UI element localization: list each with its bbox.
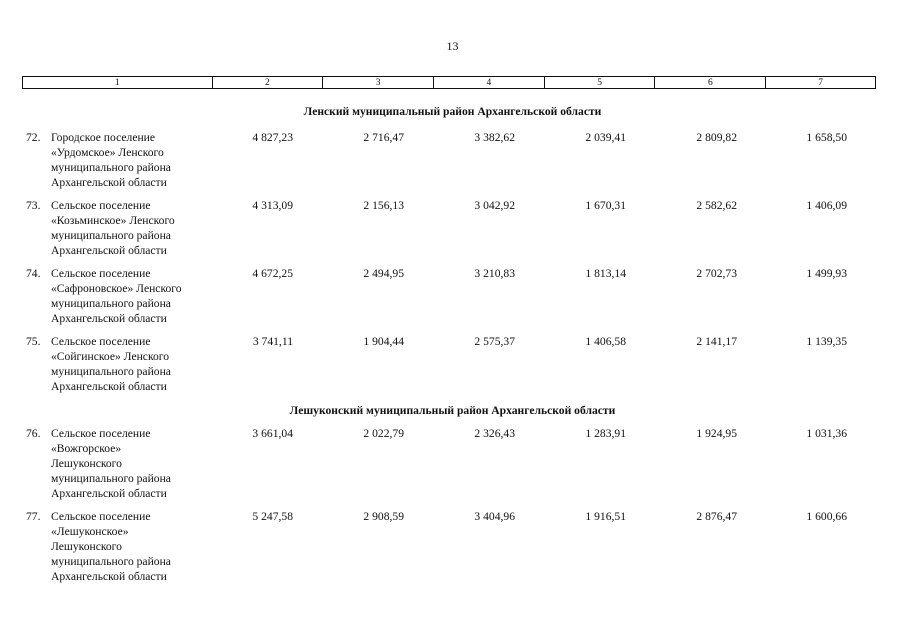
value-cell-col-5: 1 670,31: [585, 199, 626, 212]
row-number: 73.: [26, 199, 41, 212]
settlement-name-line: «Урдомское» Ленского: [51, 146, 164, 159]
column-header-6: 6: [655, 77, 766, 88]
settlement-name-line: Архангельской области: [51, 312, 167, 325]
row-number: 75.: [26, 335, 41, 348]
value-cell-col-5: 1 813,14: [585, 267, 626, 280]
settlement-name-line: Архангельской области: [51, 380, 167, 393]
value-cell-col-7: 1 499,93: [806, 267, 847, 280]
column-header-3: 3: [323, 77, 434, 88]
value-cell-col-4: 3 210,83: [474, 267, 515, 280]
value-cell-col-3: 2 716,47: [363, 131, 404, 144]
value-cell-col-4: 2 326,43: [474, 427, 515, 440]
value-cell-col-5: 1 916,51: [585, 510, 626, 523]
settlement-name-line: Архангельской области: [51, 487, 167, 500]
column-header-5: 5: [545, 77, 656, 88]
settlement-name-line: муниципального района: [51, 161, 171, 174]
settlement-name-line: Сельское поселение: [51, 427, 151, 440]
settlement-name-line: Сельское поселение: [51, 199, 151, 212]
column-header-2: 2: [213, 77, 324, 88]
settlement-name-line: Сельское поселение: [51, 267, 151, 280]
value-cell-col-6: 2 876,47: [696, 510, 737, 523]
value-cell-col-2: 5 247,58: [252, 510, 293, 523]
value-cell-col-2: 3 741,11: [252, 335, 293, 348]
settlement-name-line: Городское поселение: [51, 131, 156, 144]
value-cell-col-6: 2 141,17: [696, 335, 737, 348]
value-cell-col-5: 2 039,41: [585, 131, 626, 144]
column-number-header: [22, 76, 876, 89]
page-number: 13: [446, 39, 459, 53]
value-cell-col-2: 4 827,23: [252, 131, 293, 144]
value-cell-col-7: 1 406,09: [806, 199, 847, 212]
settlement-name-line: муниципального района: [51, 472, 171, 485]
settlement-name-line: «Лешуконское»: [51, 525, 129, 538]
value-cell-col-2: 4 313,09: [252, 199, 293, 212]
value-cell-col-4: 3 042,92: [474, 199, 515, 212]
value-cell-col-7: 1 600,66: [806, 510, 847, 523]
settlement-name-line: Архангельской области: [51, 176, 167, 189]
value-cell-col-7: 1 139,35: [806, 335, 847, 348]
settlement-name-line: муниципального района: [51, 229, 171, 242]
value-cell-col-3: 2 908,59: [363, 510, 404, 523]
value-cell-col-6: 1 924,95: [696, 427, 737, 440]
column-header-1: 1: [23, 77, 213, 88]
value-cell-col-2: 4 672,25: [252, 267, 293, 280]
settlement-name: [51, 266, 211, 326]
column-header-4: 4: [434, 77, 545, 88]
value-cell-col-3: 2 494,95: [363, 267, 404, 280]
settlement-name-line: муниципального района: [51, 365, 171, 378]
settlement-name-line: Лешуконского: [51, 540, 122, 553]
row-number: 77.: [26, 510, 41, 523]
value-cell-col-7: 1 031,36: [806, 427, 847, 440]
settlement-name-line: Сельское поселение: [51, 510, 151, 523]
settlement-name-line: «Вожгорское»: [51, 442, 122, 455]
value-cell-col-7: 1 658,50: [806, 131, 847, 144]
value-cell-col-3: 1 904,44: [363, 335, 404, 348]
settlement-name-line: Лешуконского: [51, 457, 122, 470]
settlement-name-line: муниципального района: [51, 555, 171, 568]
value-cell-col-2: 3 661,04: [252, 427, 293, 440]
settlement-name: [51, 198, 211, 258]
settlement-name: [51, 509, 211, 584]
settlement-name: [51, 334, 211, 394]
value-cell-col-5: 1 406,58: [585, 335, 626, 348]
value-cell-col-3: 2 156,13: [363, 199, 404, 212]
value-cell-col-6: 2 582,62: [696, 199, 737, 212]
settlement-name-line: «Сойгинское» Ленского: [51, 350, 170, 363]
value-cell-col-3: 2 022,79: [363, 427, 404, 440]
settlement-name-line: Архангельской области: [51, 570, 167, 583]
section-title: Лешуконский муниципальный район Архангельской области: [289, 404, 616, 417]
section-title: Ленский муниципальный район Архангельской области: [303, 105, 602, 118]
settlement-name-line: Сельское поселение: [51, 335, 151, 348]
settlement-name: [51, 426, 211, 501]
settlement-name-line: муниципального района: [51, 297, 171, 310]
value-cell-col-6: 2 702,73: [696, 267, 737, 280]
value-cell-col-4: 3 404,96: [474, 510, 515, 523]
settlement-name: [51, 130, 211, 190]
column-header-7: 7: [818, 78, 823, 88]
row-number: 74.: [26, 267, 41, 280]
settlement-name-line: «Козьминское» Ленского: [51, 214, 175, 227]
row-number: 72.: [26, 131, 41, 144]
value-cell-col-5: 1 283,91: [585, 427, 626, 440]
settlement-name-line: Архангельской области: [51, 244, 167, 257]
settlement-name-line: «Сафроновское» Ленского: [51, 282, 182, 295]
value-cell-col-4: 3 382,62: [474, 131, 515, 144]
value-cell-col-6: 2 809,82: [696, 131, 737, 144]
row-number: 76.: [26, 427, 41, 440]
value-cell-col-4: 2 575,37: [474, 335, 515, 348]
